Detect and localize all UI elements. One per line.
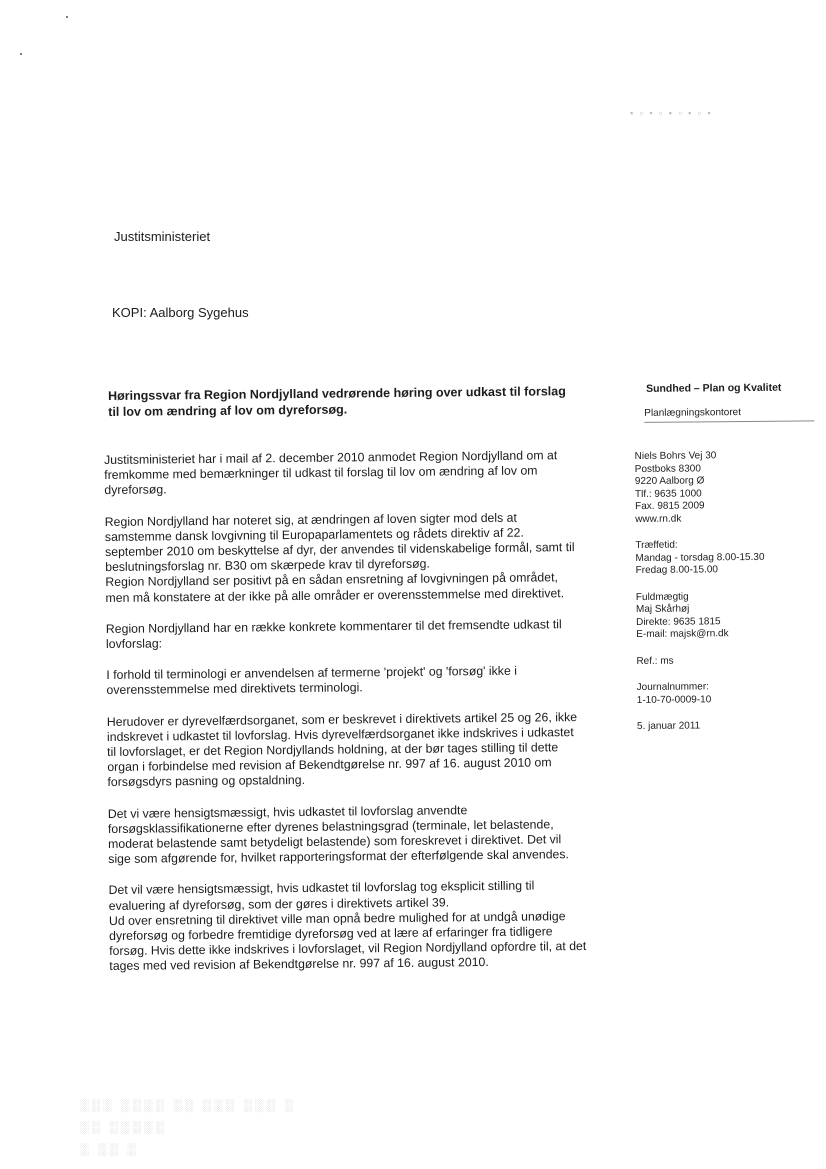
journal-number: Journalnummer: 1-10-70-0009-10 bbox=[636, 681, 712, 706]
subject-heading: Høringssvar fra Region Nordjylland vedrørende høring over udkast til forslag til lov om ændring af lov om dyreforsøg. bbox=[108, 384, 566, 419]
letter-body bbox=[104, 448, 588, 991]
paragraph: Justitsministeriet har i mail af 2. december 2010 anmodet Region Nordjylland om at fremkomme med bemærkninger til udkast til forslag til lov om ændring af lov om dyreforsøg. bbox=[104, 448, 558, 498]
paragraph: Herudover er dyrevelfærdsorganet, som er beskrevet i direktivets artikel 25 og 26, ikke indskrevet i udkastet til lovforslag. Hvis dyrevelfærdsorganet ikke indskrives i udkastet til lovforslaget, er det Region Nordjyllands holdning, at der bør tages stilling til dette organ i forbindelse med revision af Bekendtgørelse nr. 997 af 16. august 2010 om forsøgsdyrs pasning og opstaldning. bbox=[106, 709, 578, 790]
scan-speck bbox=[66, 16, 68, 18]
paragraph: Region Nordjylland har noteret sig, at ændringen af loven sigter mod dels at samstemme dansk lovgivning til Europaparlamentets og rådets direktiv af 22. september 2010 om beskyttelse af dyr, der anvendes til videnskabelige formål, samt til beslutningsforslag nr. B30 om skærpede krav til dyreforsøg. Region Nordjylland ser positivt på en sådan ensretning af lovgivningen på området, men må konstatere at der ikke på alle områder er overensstemmelse med direktivet. bbox=[104, 510, 575, 605]
office: Planlægningskontoret bbox=[644, 406, 814, 423]
office-hours: Træffetid: Mandag - torsdag 8.00-15.30 Fredag 8.00-15.00 bbox=[635, 539, 765, 576]
department: Sundhed – Plan og Kvalitet bbox=[645, 381, 782, 395]
faint-scan-residue-bottom: ░░░ ░░░░ ░░ ░░░ ░░░ ░ ░░ ░░░░░ ░ ░░ ░ bbox=[80, 1098, 296, 1156]
paragraph: Det vil være hensigtsmæssigt, hvis udkastet til lovforslag tog eksplicit stilling til evaluering af dyreforsøg, som der gøres i direktivets artikel 39. Ud over ensretning til direktivet ville man opnå bedre mulighed for at undgå unødige dyreforsøg og forbedre fremtidige dyreforsøg ved at lære af erfaringer fra tidligere forsøg. Hvis dette ikke indskrives i lovforslaget, vil Region Nordjylland opfordre til, at det tages med ved revision af Bekendtgørelse nr. 997 af 16. august 2010. bbox=[108, 878, 587, 974]
sender-sidebar bbox=[634, 381, 817, 747]
paragraph: Region Nordjylland har en række konkrete kommentarer til det fremsendte udkast til lovforslag: bbox=[105, 617, 562, 652]
contact-person: Fuldmægtig Maj Skårhøj Direkte: 9635 1815 E-mail: majsk@rn.dk bbox=[635, 591, 729, 640]
recipient: Justitsministeriet bbox=[114, 229, 211, 244]
letter-date: 5. januar 2011 bbox=[636, 720, 701, 732]
paragraph: Det vi være hensigtsmæssigt, hvis udkastet til lovforslag anvendte forsøgsklassifikationerne efter dyrenes belastningsgrad (terminale, let belastende, moderat belastende samt betydeligt belastende) som foreskrevet i direktivet. Det vil sige som afgørende for, hvilket rapporteringsformat der efterfølgende skal anvendes. bbox=[107, 802, 570, 867]
faint-scan-residue-top: ▪ ▫ ▪ ▫ ▪ ▫ ▪ ▫ ▪ bbox=[630, 108, 713, 118]
scan-speck bbox=[20, 53, 22, 55]
reference: Ref.: ms bbox=[636, 655, 674, 667]
copy-recipient: KOPI: Aalborg Sygehus bbox=[112, 305, 249, 320]
address-block: Niels Bohrs Vej 30 Postboks 8300 9220 Aalborg Ø Tlf.: 9635 1000 Fax. 9815 2009 www.rn.dk bbox=[634, 450, 717, 525]
paragraph: I forhold til terminologi er anvendelsen af termerne 'projekt' og 'forsøg' ikke i overensstemmelse med direktivets terminologi. bbox=[106, 663, 517, 698]
